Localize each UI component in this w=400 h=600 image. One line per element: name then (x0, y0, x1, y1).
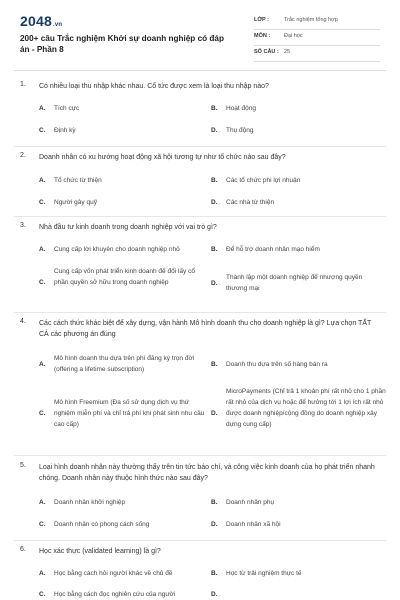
meta-row-class (254, 14, 380, 30)
option-text: Định kỳ (54, 127, 76, 134)
meta-value[interactable]: Trắc nghiệm tổng hợp (284, 17, 338, 23)
option-text: Để hỗ trợ doanh nhân mạo hiểm (226, 246, 320, 253)
option-letter: A. (39, 361, 46, 368)
option-text: Mô hình doanh thu dựa trên phí đăng ký trọn đời (offering a lifetime subscription) (54, 355, 195, 373)
option-text: Các tổ chức phi lợi nhuận (226, 177, 301, 184)
option-text: Doanh nhân có phong cách sống (54, 521, 150, 528)
question-separator (14, 312, 386, 313)
question-number: 3. (20, 222, 26, 229)
option-letter: D. (211, 280, 218, 287)
option-text: Hoạt động (226, 105, 256, 112)
option-letter: B. (211, 361, 218, 368)
option-letter: B. (211, 570, 218, 577)
question-number: 1. (20, 81, 26, 88)
option-letter: C. (39, 127, 46, 134)
document-title: 200+ câu Trắc nghiệm Khởi sự doanh nghiệp có đáp án - Phần 8 (20, 34, 224, 54)
meta-value: 25 (284, 49, 291, 55)
question-number: 2. (20, 152, 26, 159)
option-text: Người gây quỹ (54, 199, 97, 206)
question-4 (20, 318, 386, 453)
meta-label: SỐ CÂU : (254, 49, 279, 55)
question-2 (20, 152, 386, 212)
question-1 (20, 81, 386, 141)
option-letter: C. (39, 591, 46, 598)
option-text: Tổ chức từ thiện (54, 177, 102, 184)
meta-row-count (254, 46, 380, 62)
question-number: 6. (20, 546, 26, 553)
option-text: Doanh thu dựa trên số hàng bán ra (226, 361, 328, 368)
meta-row-subject (254, 30, 380, 46)
option-letter: A. (39, 105, 46, 112)
option-letter: B. (211, 246, 218, 253)
option-letter: D. (211, 591, 218, 598)
option-text: Thụ động (226, 127, 254, 134)
option-letter: B. (211, 177, 218, 184)
option-text: Các nhà từ thiện (226, 199, 275, 206)
meta-table (254, 14, 380, 62)
option-text: Học từ trải nghiệm thực tế (226, 570, 302, 577)
option-text: Thành lập một doanh nghiệp để nhượng quyền thương mại (226, 274, 363, 292)
question-text: Doanh nhân có xu hướng hoạt động xã hội tương tự như tổ chức nào sau đây? (39, 154, 286, 161)
option-letter: C. (39, 410, 46, 417)
meta-value[interactable]: Đại học (284, 33, 303, 39)
option-letter: D. (211, 127, 218, 134)
question-text: Loại hình doanh nhân này thường thấy trên tin tức báo chí, và công việc kinh doanh của họ phát triển nhanh chóng. Doanh nhân này thuộc hình thức nào sau đây? (39, 464, 375, 482)
option-text: MicroPayments (Chỉ trả 1 khoản phí rất nhỏ cho 1 phần rất nhỏ của dịch vụ hoặc để hưởng tới 1 lợi ích rất nhỏ được doanh nghiệp/cộng đồng do doanh nghiệp xây dựng cung cấp) (226, 388, 386, 428)
option-text: Doanh nhân phụ (226, 499, 275, 506)
question-number: 5. (20, 462, 26, 469)
question-text: Nhà đầu tư kinh doanh trong doanh nghiệp với vai trò gì? (39, 224, 217, 231)
header-divider (14, 70, 386, 71)
meta-label: LỚP : (254, 17, 269, 23)
option-letter: C. (39, 521, 46, 528)
question-separator (14, 540, 386, 541)
option-text: Cung cấp vốn phát triển kinh doanh để đổi lấy cổ phần quyền sở hữu trong doanh nghiệp (54, 268, 195, 286)
option-letter: A. (39, 570, 46, 577)
logo-text: 2048 (20, 13, 52, 29)
option-letter: A. (39, 246, 46, 253)
option-letter: C. (39, 199, 46, 206)
option-letter: C. (39, 279, 46, 286)
option-letter: D. (211, 521, 218, 528)
option-text: Doanh nhân khởi nghiệp (54, 499, 126, 506)
logo-suffix: .vn (52, 22, 63, 28)
option-letter: A. (39, 177, 46, 184)
option-text: Học bằng cách đọc nghiên cứu của người (54, 591, 176, 598)
site-logo[interactable] (20, 13, 62, 29)
option-letter: B. (211, 105, 218, 112)
option-letter: D. (211, 199, 218, 206)
question-text: Học xác thực (validated learning) là gì? (39, 548, 161, 555)
meta-label: MÔN : (254, 33, 271, 39)
question-text: Các cách thức khác biệt để xây dựng, vận hành Mô hình doanh thu cho doanh nghiệp là gì? Lựa chọn TẤT CẢ các phương án đúng (39, 320, 372, 338)
question-separator (14, 216, 386, 217)
option-letter: B. (211, 499, 218, 506)
question-separator (14, 455, 386, 456)
page-header (0, 0, 400, 62)
question-text: Có nhiều loại thu nhập khác nhau. Cổ tức được xem là loại thu nhập nào? (39, 83, 269, 90)
question-5 (20, 462, 386, 537)
option-letter: A. (39, 499, 46, 506)
option-letter: D. (211, 410, 218, 417)
option-text: Mô hình Freemium (Đa số sử dụng dịch vụ thứ nghiệm miễn phí và chỉ trả phí khi phát sinh nhu cầu cao cấp) (54, 399, 205, 428)
option-text: Doanh nhân xã hội (226, 521, 281, 528)
question-6 (20, 546, 386, 600)
question-3 (20, 222, 386, 308)
option-text: Cung cấp lời khuyên cho doanh nghiệp nhỏ (54, 246, 180, 253)
question-separator (14, 146, 386, 147)
option-text: Học bằng cách hỏi người khác về chủ đề (54, 570, 173, 577)
question-number: 4. (20, 318, 26, 325)
option-text: Tích cực (54, 105, 80, 112)
